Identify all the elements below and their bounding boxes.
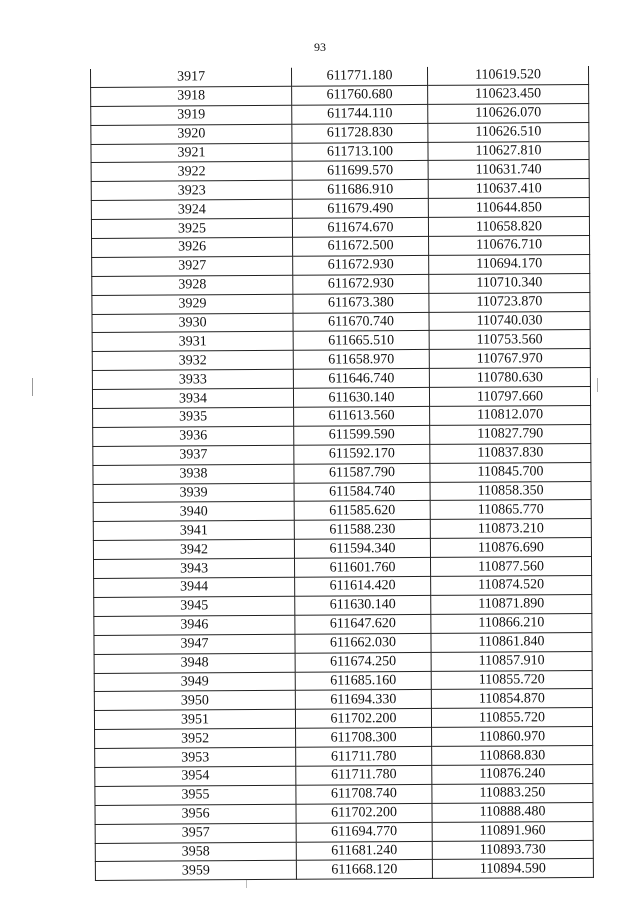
x-coordinate-cell: 611588.230 [294, 520, 430, 540]
point-number-cell: 3925 [91, 218, 292, 238]
coordinate-table-container [90, 66, 592, 881]
point-number-cell: 3932 [92, 351, 293, 371]
point-number-cell: 3919 [91, 105, 292, 125]
scan-mark-bottom [246, 880, 247, 888]
x-coordinate-cell: 611585.620 [294, 501, 430, 521]
y-coordinate-cell: 110876.240 [432, 764, 593, 784]
y-coordinate-cell: 110827.790 [430, 424, 591, 444]
point-number-cell: 3920 [91, 124, 292, 144]
point-number-cell: 3952 [95, 728, 296, 748]
point-number-cell: 3951 [94, 710, 295, 730]
point-number-cell: 3918 [91, 86, 292, 106]
x-coordinate-cell: 611711.780 [296, 765, 432, 785]
point-number-cell: 3936 [93, 426, 294, 446]
x-coordinate-cell: 611672.930 [293, 255, 429, 275]
y-coordinate-cell: 110623.450 [428, 84, 589, 104]
y-coordinate-cell: 110676.710 [429, 235, 590, 255]
y-coordinate-cell: 110861.840 [431, 632, 592, 652]
y-coordinate-cell: 110626.510 [428, 122, 589, 142]
x-coordinate-cell: 611686.910 [292, 180, 428, 200]
x-coordinate-cell: 611702.200 [296, 803, 432, 823]
y-coordinate-cell: 110619.520 [427, 66, 588, 85]
x-coordinate-cell: 611587.790 [294, 463, 430, 483]
x-coordinate-cell: 611665.510 [293, 331, 429, 351]
scan-mark-left [32, 378, 33, 396]
x-coordinate-cell: 611744.110 [292, 104, 428, 124]
page-number: 93 [314, 40, 326, 54]
x-coordinate-cell: 611681.240 [296, 841, 432, 861]
x-coordinate-cell: 611702.200 [295, 709, 431, 729]
y-coordinate-cell: 110797.660 [429, 387, 590, 407]
point-number-cell: 3945 [94, 596, 295, 616]
y-coordinate-cell: 110893.730 [432, 840, 593, 860]
point-number-cell: 3924 [91, 200, 292, 220]
x-coordinate-cell: 611614.420 [295, 576, 431, 596]
x-coordinate-cell: 611674.250 [295, 652, 431, 672]
x-coordinate-cell: 611647.620 [295, 614, 431, 634]
x-coordinate-cell: 611672.500 [293, 236, 429, 256]
point-number-cell: 3949 [94, 672, 295, 692]
x-coordinate-cell: 611584.740 [294, 482, 430, 502]
x-coordinate-cell: 611694.330 [295, 690, 431, 710]
y-coordinate-cell: 110877.560 [430, 557, 591, 577]
x-coordinate-cell: 611672.930 [293, 274, 429, 294]
y-coordinate-cell: 110631.740 [428, 160, 589, 180]
x-coordinate-cell: 611594.340 [294, 539, 430, 559]
x-coordinate-cell: 611708.300 [296, 728, 432, 748]
x-coordinate-cell: 611694.770 [296, 822, 432, 842]
y-coordinate-cell: 110627.810 [428, 141, 589, 161]
y-coordinate-cell: 110710.340 [429, 273, 590, 293]
x-coordinate-cell: 611728.830 [292, 123, 428, 143]
y-coordinate-cell: 110894.590 [432, 859, 593, 879]
x-coordinate-cell: 611599.590 [294, 425, 430, 445]
y-coordinate-cell: 110873.210 [430, 519, 591, 539]
y-coordinate-cell: 110780.630 [429, 368, 590, 388]
point-number-cell: 3917 [90, 68, 291, 88]
y-coordinate-cell: 110871.890 [431, 594, 592, 614]
point-number-cell: 3926 [92, 237, 293, 257]
y-coordinate-cell: 110891.960 [432, 821, 593, 841]
y-coordinate-cell: 110865.770 [430, 500, 591, 520]
x-coordinate-cell: 611630.140 [293, 388, 429, 408]
point-number-cell: 3938 [93, 464, 294, 484]
x-coordinate-cell: 611674.670 [292, 218, 428, 238]
x-coordinate-cell: 611711.780 [296, 746, 432, 766]
y-coordinate-cell: 110767.970 [429, 349, 590, 369]
x-coordinate-cell: 611613.560 [294, 406, 430, 426]
x-coordinate-cell: 611685.160 [295, 671, 431, 691]
point-number-cell: 3935 [93, 407, 294, 427]
x-coordinate-cell: 611708.740 [296, 784, 432, 804]
table-row [95, 859, 593, 881]
y-coordinate-cell: 110626.070 [428, 103, 589, 123]
x-coordinate-cell: 611646.740 [293, 369, 429, 389]
point-number-cell: 3944 [94, 577, 295, 597]
y-coordinate-cell: 110723.870 [429, 292, 590, 312]
point-number-cell: 3928 [92, 275, 293, 295]
x-coordinate-cell: 611679.490 [292, 199, 428, 219]
point-number-cell: 3922 [91, 162, 292, 182]
point-number-cell: 3939 [93, 483, 294, 503]
y-coordinate-cell: 110812.070 [430, 405, 591, 425]
point-number-cell: 3921 [91, 143, 292, 163]
point-number-cell: 3931 [92, 332, 293, 352]
point-number-cell: 3937 [93, 445, 294, 465]
x-coordinate-cell: 611771.180 [291, 67, 427, 86]
point-number-cell: 3934 [92, 388, 293, 408]
y-coordinate-cell: 110658.820 [428, 217, 589, 237]
point-number-cell: 3947 [94, 634, 295, 654]
point-number-cell: 3933 [92, 370, 293, 390]
y-coordinate-cell: 110874.520 [431, 575, 592, 595]
point-number-cell: 3940 [93, 502, 294, 522]
x-coordinate-cell: 611592.170 [294, 444, 430, 464]
y-coordinate-cell: 110888.480 [432, 802, 593, 822]
point-number-cell: 3930 [92, 313, 293, 333]
x-coordinate-cell: 611662.030 [295, 633, 431, 653]
x-coordinate-cell: 611713.100 [292, 142, 428, 162]
x-coordinate-cell: 611699.570 [292, 161, 428, 181]
y-coordinate-cell: 110855.720 [431, 708, 592, 728]
point-number-cell: 3957 [95, 823, 296, 843]
point-number-cell: 3943 [93, 558, 294, 578]
y-coordinate-cell: 110860.970 [432, 727, 593, 747]
point-number-cell: 3927 [92, 256, 293, 276]
x-coordinate-cell: 611601.760 [294, 558, 430, 578]
point-number-cell: 3959 [95, 861, 296, 881]
coordinate-table [90, 66, 594, 881]
x-coordinate-cell: 611670.740 [293, 312, 429, 332]
y-coordinate-cell: 110883.250 [432, 783, 593, 803]
x-coordinate-cell: 611668.120 [296, 860, 432, 880]
y-coordinate-cell: 110857.910 [431, 651, 592, 671]
point-number-cell: 3950 [94, 691, 295, 711]
y-coordinate-cell: 110854.870 [431, 689, 592, 709]
y-coordinate-cell: 110740.030 [429, 311, 590, 331]
y-coordinate-cell: 110637.410 [428, 179, 589, 199]
point-number-cell: 3948 [94, 653, 295, 673]
y-coordinate-cell: 110753.560 [429, 330, 590, 350]
x-coordinate-cell: 611760.680 [292, 85, 428, 105]
point-number-cell: 3942 [93, 540, 294, 560]
coordinate-table-body [90, 66, 593, 881]
y-coordinate-cell: 110644.850 [428, 198, 589, 218]
y-coordinate-cell: 110866.210 [431, 613, 592, 633]
y-coordinate-cell: 110845.700 [430, 462, 591, 482]
y-coordinate-cell: 110868.830 [432, 746, 593, 766]
y-coordinate-cell: 110876.690 [430, 538, 591, 558]
point-number-cell: 3954 [95, 766, 296, 786]
point-number-cell: 3946 [94, 615, 295, 635]
point-number-cell: 3958 [95, 842, 296, 862]
point-number-cell: 3923 [91, 181, 292, 201]
point-number-cell: 3929 [92, 294, 293, 314]
point-number-cell: 3941 [93, 521, 294, 541]
y-coordinate-cell: 110858.350 [430, 481, 591, 501]
point-number-cell: 3956 [95, 804, 296, 824]
y-coordinate-cell: 110855.720 [431, 670, 592, 690]
y-coordinate-cell: 110694.170 [429, 254, 590, 274]
point-number-cell: 3953 [95, 747, 296, 767]
x-coordinate-cell: 611658.970 [293, 350, 429, 370]
x-coordinate-cell: 611630.140 [295, 595, 431, 615]
y-coordinate-cell: 110837.830 [430, 443, 591, 463]
x-coordinate-cell: 611673.380 [293, 293, 429, 313]
point-number-cell: 3955 [95, 785, 296, 805]
scan-mark-right [597, 378, 598, 392]
